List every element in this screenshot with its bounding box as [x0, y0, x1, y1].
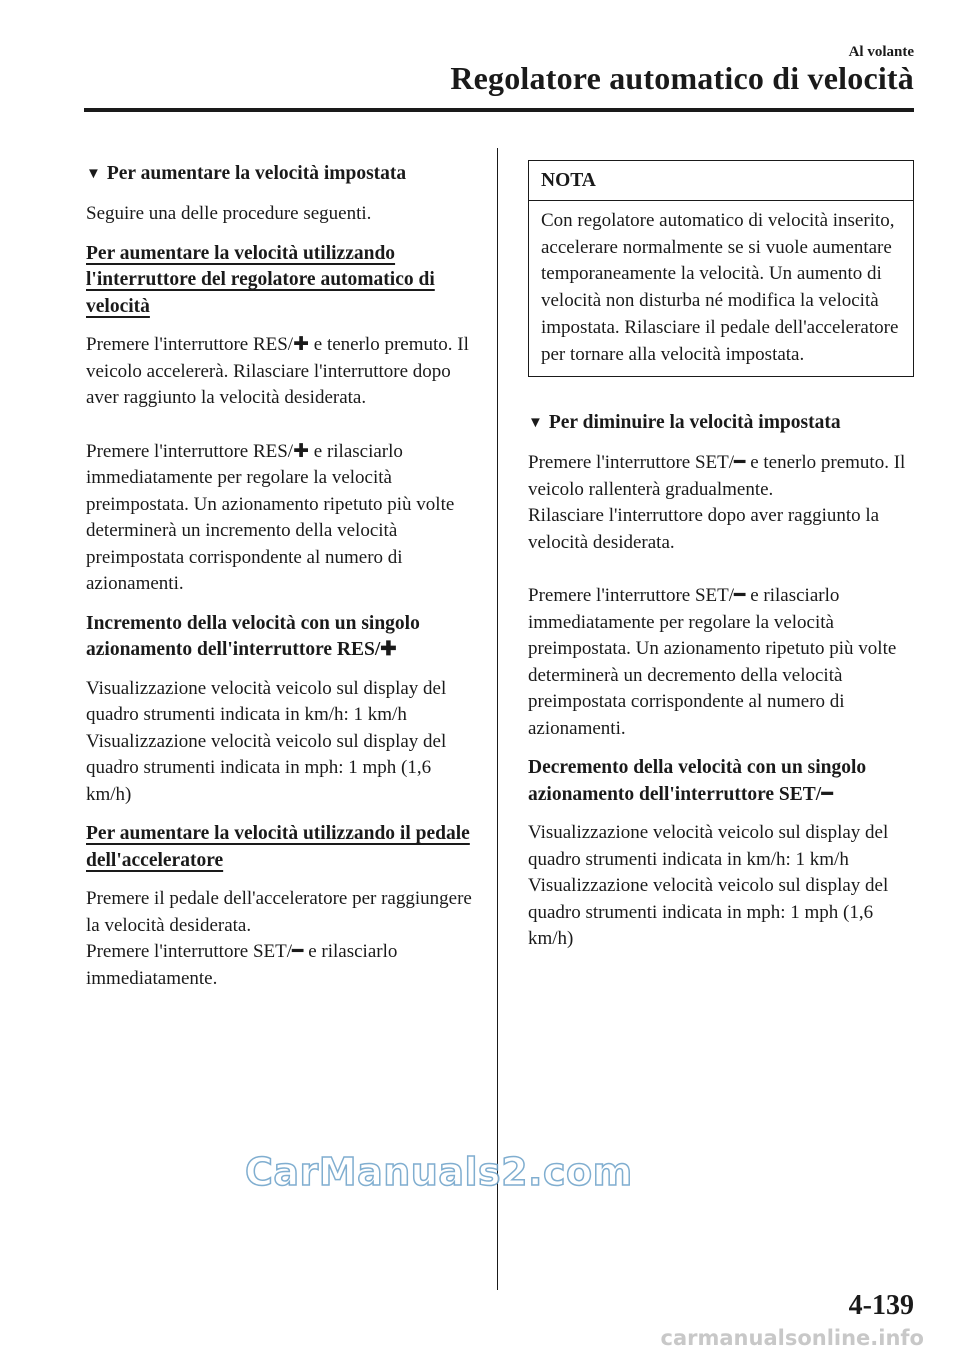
section-label: Al volante [848, 44, 914, 60]
note-title: NOTA [529, 161, 913, 201]
right-column [528, 160, 914, 966]
subheading-switch-text: Per aumentare la velocità utilizzando l'interruttore del regolatore automatico di velocità [86, 242, 435, 317]
column-divider [497, 148, 498, 1290]
watermark: CarManuals2.com [245, 1150, 633, 1194]
paragraph-pedal: Premere il pedale dell'acceleratore per raggiungere la velocità desiderata. Premere l'interruttore SET/━ e rilasciarlo immediatamente. [86, 888, 472, 989]
note-text: Con regolatore automatico di velocità inserito, accelerare normalmente se si vuole aumentare temporaneamente la velocità. Un aumento di velocità non disturba né modifica la velocità impostata. Rilasciare il pedale dell'acceleratore per tornare alla velocità impostata. [541, 210, 899, 365]
paragraph-increment: Visualizzazione velocità veicolo sul display del quadro strumenti indicata in km/h: 1 km/h Visualizzazione velocità veicolo sul display del quadro strumenti indicata in mph: 1 mph (1,6 km/h) [86, 677, 447, 805]
subheading-decrement: Decremento della velocità con un singolo azionamento dell'interruttore SET/━ [528, 757, 867, 805]
heading-increase-text: Per aumentare la velocità impostata [106, 163, 407, 184]
subheading-switch [86, 241, 476, 321]
paragraph-tap-set: Premere l'interruttore SET/━ e rilasciarlo immediatamente per regolare la velocità preimpostata. Un azionamento ripetuto più volte determinerà un decremento della velocità preimpostata corrispondente al numero di azionamenti. [528, 585, 897, 739]
triangle-bullet-icon: ▼ [528, 415, 543, 432]
subheading-pedal-text: Per aumentare la velocità utilizzando il pedale dell'acceleratore [86, 823, 470, 871]
paragraph-hold-res: Premere l'interruttore RES/✚ e tenerlo premuto. Il veicolo accelererà. Rilasciare l'interruttore dopo aver raggiunto la velocità desiderata. [86, 334, 469, 408]
intro-text: Seguire una delle procedure seguenti. [86, 203, 372, 224]
heading-decrease [528, 409, 914, 437]
subheading-increment: Incremento della velocità con un singolo azionamento dell'interruttore RES/✚ [86, 612, 420, 660]
subheading-pedal [86, 821, 476, 874]
paragraph-hold-set: Premere l'interruttore SET/━ e tenerlo premuto. Il veicolo rallenterà gradualmente. Rilasciare l'interruttore dopo aver raggiunto la velocità desiderata. [528, 452, 906, 553]
header-rule [84, 108, 914, 112]
page-title: Regolatore automatico di velocità [450, 60, 914, 96]
left-column [86, 160, 476, 1005]
heading-decrease-text: Per diminuire la velocità impostata [548, 412, 841, 434]
triangle-bullet-icon: ▼ [86, 166, 101, 182]
paragraph-decrement: Visualizzazione velocità veicolo sul display del quadro strumenti indicata in km/h: 1 km/h Visualizzazione velocità veicolo sul display del quadro strumenti indicata in mph: 1 mph (1,6 km/h) [528, 822, 889, 950]
paragraph-tap-res: Premere l'interruttore RES/✚ e rilasciarlo immediatamente per regolare la velocità preimpostata. Un azionamento ripetuto più volte determinerà un incremento della velocità preimpostata corrispondente al numero di azionamenti. [86, 440, 455, 594]
note-box [528, 160, 914, 377]
footer-mark: carmanualsonline.info [660, 1326, 924, 1350]
page-number: 4-139 [848, 1290, 914, 1321]
heading-increase [86, 160, 476, 188]
